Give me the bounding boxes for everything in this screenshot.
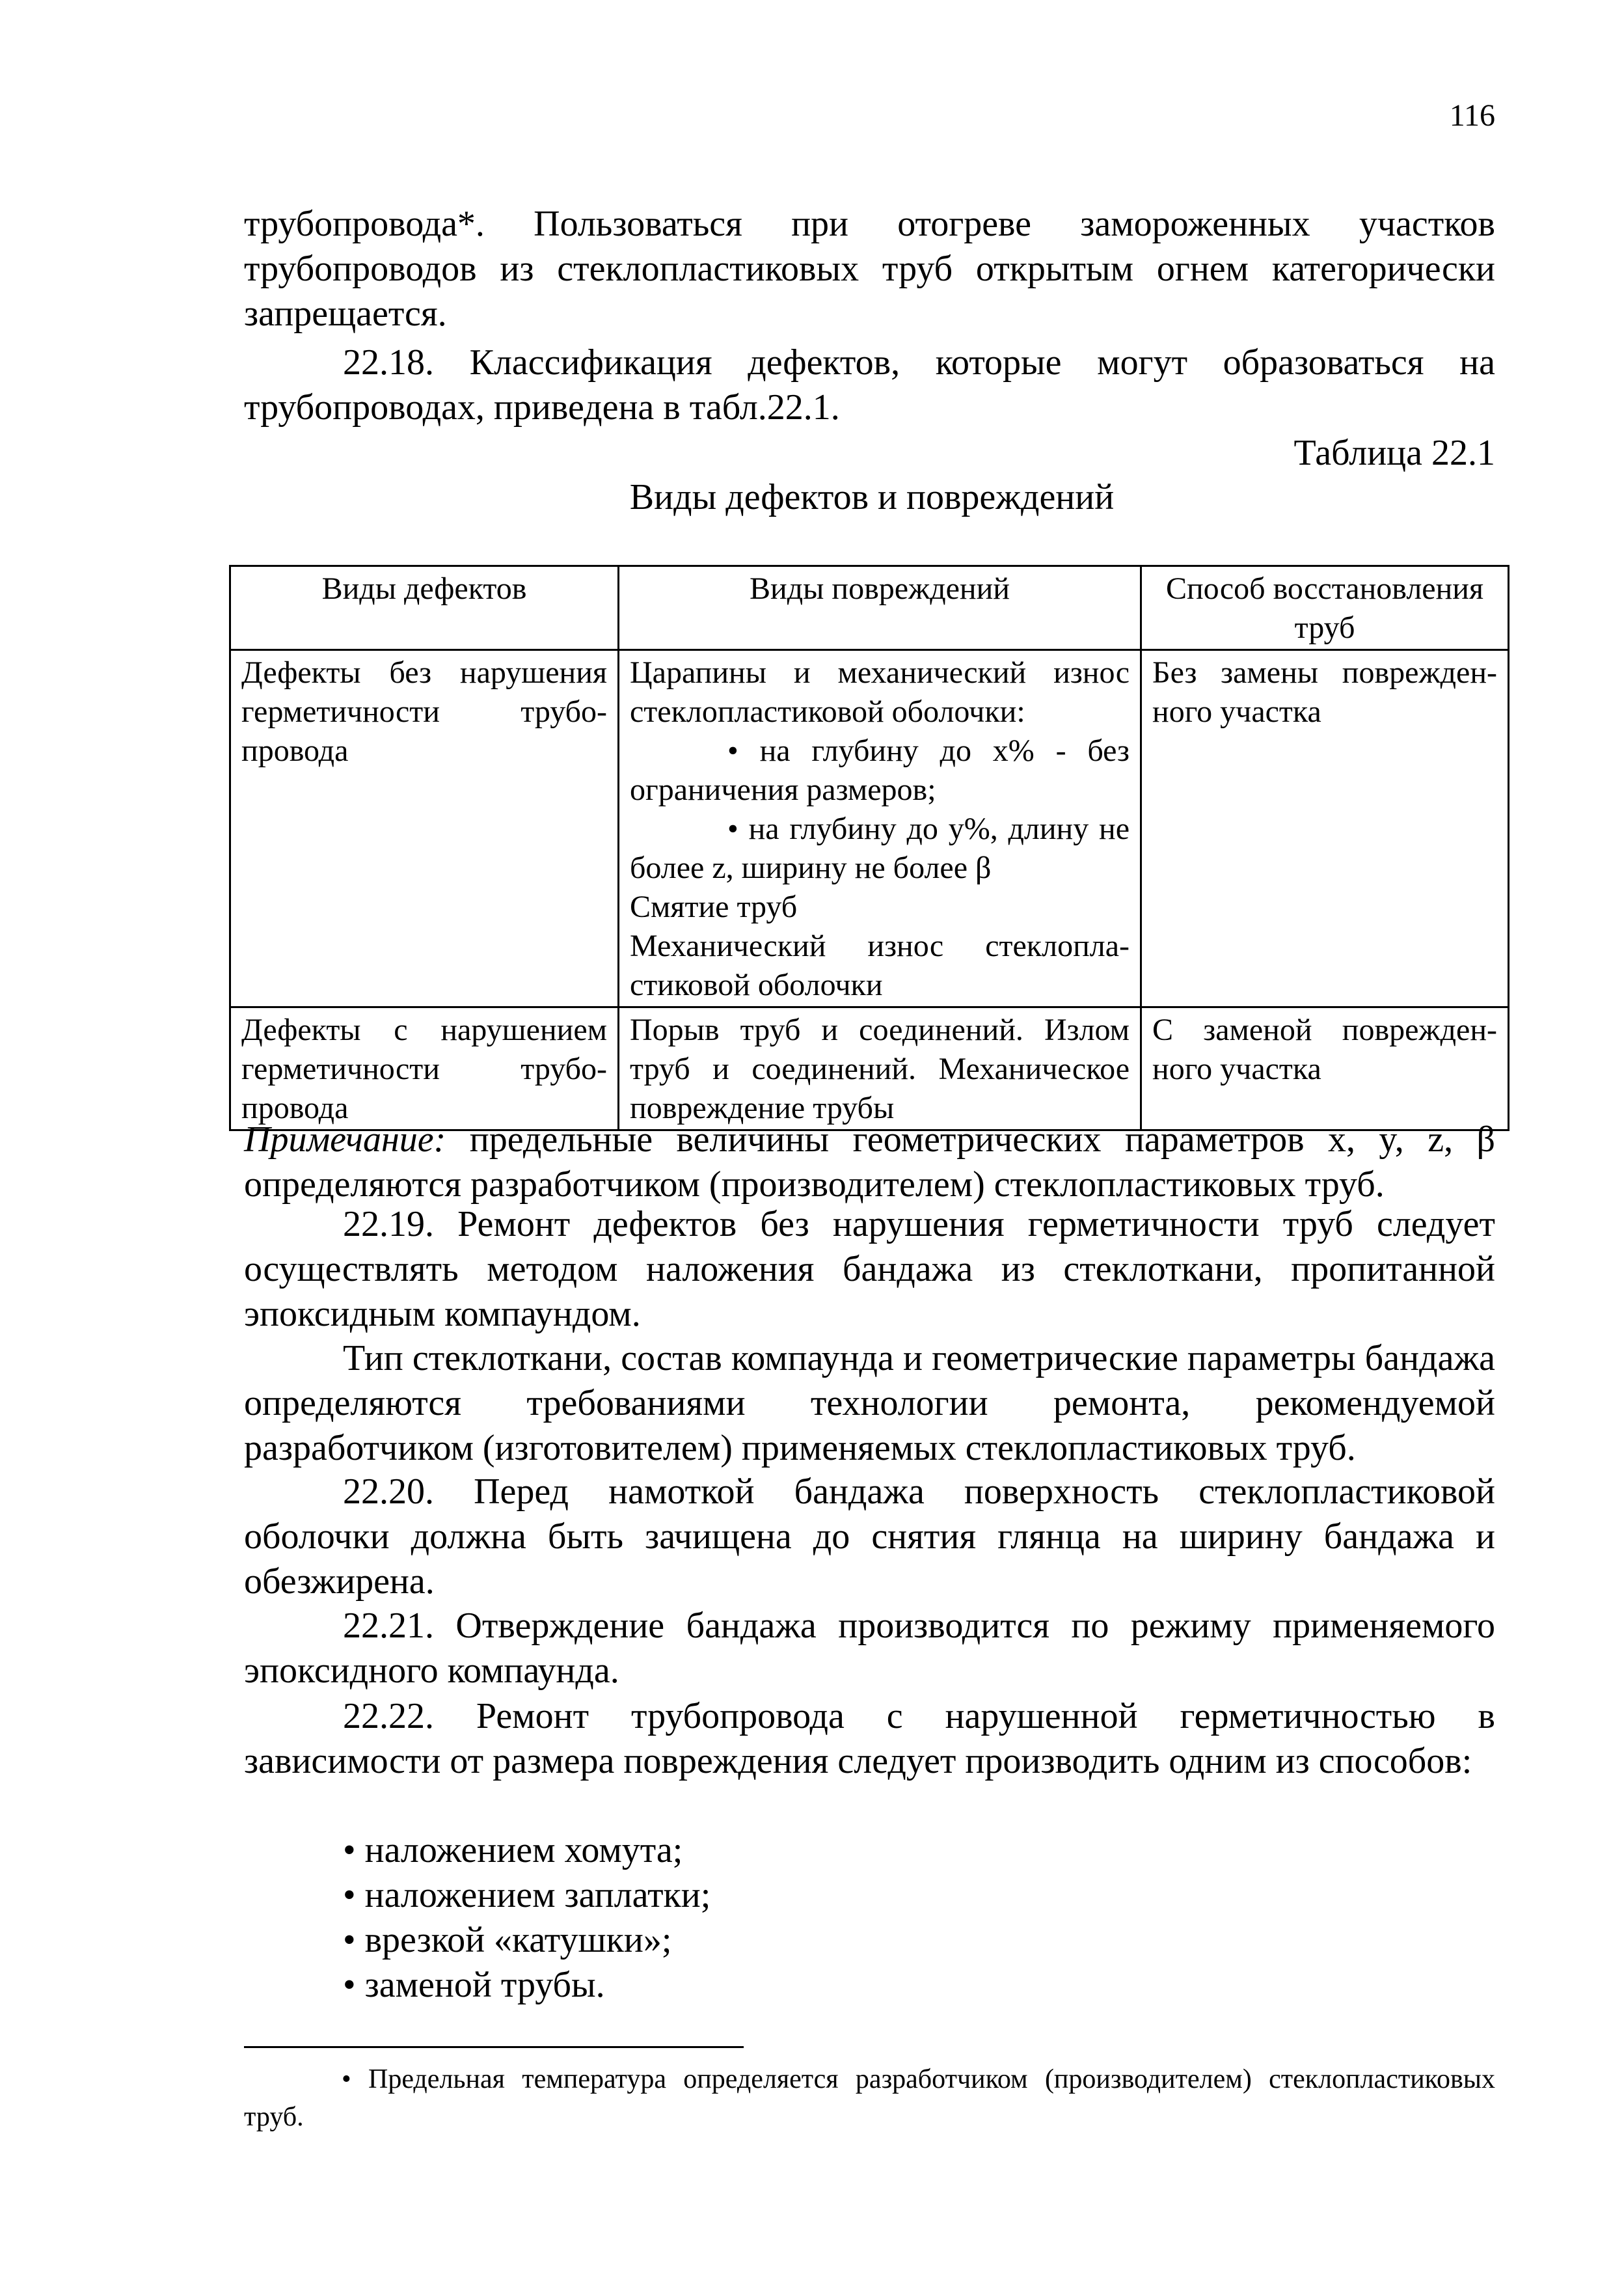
repair-methods-list xyxy=(244,1828,1495,2008)
damage-intro: Царапины и механический износ стеклопластиковой оболочки: xyxy=(630,655,1130,729)
paragraph-continuation: трубопровода*. Пользоваться при отогреве замороженных участков трубопроводов из стеклопластиковых труб открытым огнем категорически запрещается. xyxy=(244,204,1495,334)
header-defect-types: Виды дефектов xyxy=(230,566,619,650)
paragraph-22-21: 22.21. Отверждение бандажа производится по режиму применяемого эпоксидного компаунда. xyxy=(244,1606,1495,1691)
cell-defect: Дефекты без нарушения герметичности трубо-провода xyxy=(230,650,619,1007)
table-row xyxy=(230,650,1509,1007)
list-item: • наложением хомута; xyxy=(343,1830,683,1870)
cell-method: Без замены поврежден-ного участка xyxy=(1141,650,1509,1007)
note-text: предельные величины геометрических параметров x, y, z, β определяются разработчиком (производителем) стеклопластиковых труб. xyxy=(244,1119,1495,1205)
cell-defect: Дефекты с нарушением герметичности трубо-провода xyxy=(230,1007,619,1130)
table-row xyxy=(230,1007,1509,1130)
footnote-divider xyxy=(244,2046,744,2048)
list-item: • наложением заплатки; xyxy=(343,1875,711,1915)
damage-item: • на глубину до x% - без ограничения размеров; xyxy=(630,733,1130,807)
footnote: • Предельная температура определяется разработчиком (производителем) стеклопластиковых труб. xyxy=(244,2064,1495,2132)
damage-extra: Механический износ стеклопла-стиковой оболочки xyxy=(630,929,1130,1002)
defects-table xyxy=(229,565,1509,1131)
table-label: Таблица 22.1 xyxy=(1293,433,1495,473)
cell-method: С заменой поврежден-ного участка xyxy=(1141,1007,1509,1130)
list-item: • врезкой «катушки»; xyxy=(343,1920,672,1960)
table-header-row xyxy=(230,566,1509,650)
header-damage-types: Виды повреждений xyxy=(619,566,1141,650)
cell-damage xyxy=(619,650,1141,1007)
paragraph-22-19: 22.19. Ремонт дефектов без нарушения герметичности труб следует осуществлять методом наложения бандажа из стеклоткани, пропитанной эпоксидным компаундом. xyxy=(244,1204,1495,1334)
cell-damage: Порыв труб и соединений. Излом труб и соединений. Механическое повреждение трубы xyxy=(619,1007,1141,1130)
paragraph-22-20: 22.20. Перед намоткой бандажа поверхность стеклопластиковой оболочки должна быть зачищена до снятия глянца на ширину бандажа и обезжирена. xyxy=(244,1471,1495,1602)
note-label: Примечание: xyxy=(244,1119,446,1160)
paragraph-22-18: 22.18. Классификация дефектов, которые могут образоваться на трубопроводах, приведена в табл.22.1. xyxy=(244,342,1495,428)
page-number: 116 xyxy=(1449,98,1495,133)
list-item: • заменой трубы. xyxy=(343,1965,605,2005)
paragraph-fabric-type: Тип стеклоткани, состав компаунда и геометрические параметры бандажа определяются требованиями технологии ремонта, рекомендуемой разработчиком (изготовителем) применяемых стеклопластиковых труб. xyxy=(244,1338,1495,1468)
damage-item: • на глубину до y%, длину не более z, ширину не более β xyxy=(630,812,1130,885)
table-title: Виды дефектов и повреждений xyxy=(629,477,1115,517)
paragraph-22-22: 22.22. Ремонт трубопровода с нарушенной герметичностью в зависимости от размера повреждения следует производить одним из способов: xyxy=(244,1696,1495,1781)
table-note xyxy=(244,1117,1495,1207)
header-repair-method: Способ восстановления труб xyxy=(1141,566,1509,650)
damage-extra: Смятие труб xyxy=(630,890,798,924)
